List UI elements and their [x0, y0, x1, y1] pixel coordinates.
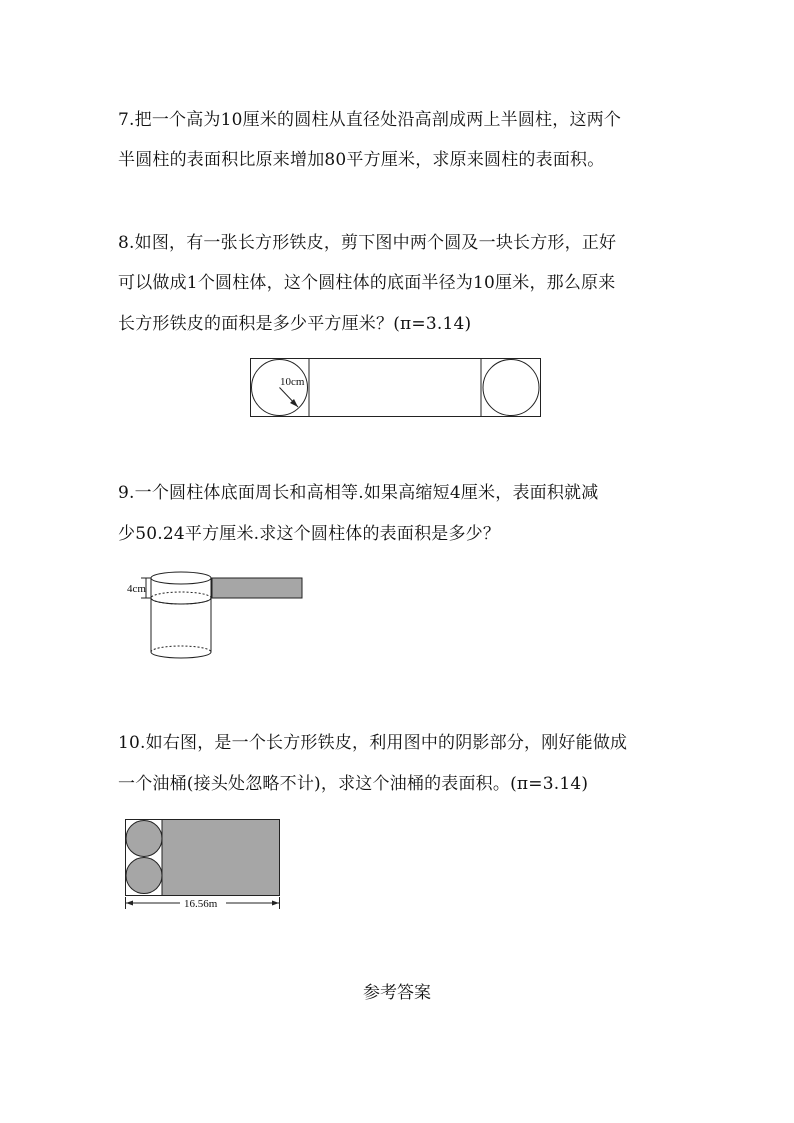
- q9-line-1: 9.一个圆柱体底面周长和高相等.如果高缩短4厘米，表面积就减: [118, 483, 599, 503]
- q10-top-circle: [126, 821, 162, 857]
- q9-cylinder-top: [151, 572, 211, 584]
- q9-cylinder-bottom-front: [151, 652, 211, 658]
- q9-shaded-strip: [212, 578, 302, 598]
- q10-shaded-rectangle: [162, 820, 280, 896]
- q7-line-1: 7.把一个高为10厘米的圆柱从直径处沿高剖成两上半圆柱，这两个: [118, 110, 622, 130]
- q9-line-2: 少50.24平方厘米.求这个圆柱体的表面积是多少？: [118, 524, 501, 544]
- q10-length-label: 16.56m: [184, 898, 218, 910]
- q7-line-2: 半圆柱的表面积比原来增加80平方厘米，求原来圆柱的表面积。: [118, 150, 605, 170]
- q10-arrow-left: [126, 901, 133, 906]
- q10-arrow-right: [272, 901, 279, 906]
- q9-cylinder-bottom-back: [151, 646, 211, 652]
- q8-radius-label: 10cm: [280, 376, 305, 388]
- q8-figure: [250, 358, 542, 420]
- q8-line-3: 长方形铁皮的面积是多少平方厘米？(π=3.14): [118, 314, 472, 334]
- q8-right-circle: [483, 360, 539, 416]
- q10-bottom-circle: [126, 858, 162, 894]
- q9-cut-ellipse-front: [151, 598, 211, 604]
- q8-line-2: 可以做成1个圆柱体，这个圆柱体的底面半径为10厘米，那么原来: [118, 273, 616, 293]
- q10-line-2: 一个油桶(接头处忽略不计)，求这个油桶的表面积。(π=3.14): [118, 774, 589, 794]
- q10-line-1: 10.如右图，是一个长方形铁皮，利用图中的阴影部分，刚好能做成: [118, 733, 628, 753]
- q9-figure: [125, 568, 305, 664]
- q10-figure: [122, 817, 284, 913]
- q9-height-label: 4cm: [127, 583, 146, 595]
- answers-heading: 参考答案: [363, 983, 431, 1003]
- q8-line-1: 8.如图，有一张长方形铁皮，剪下图中两个圆及一块长方形，正好: [118, 233, 617, 253]
